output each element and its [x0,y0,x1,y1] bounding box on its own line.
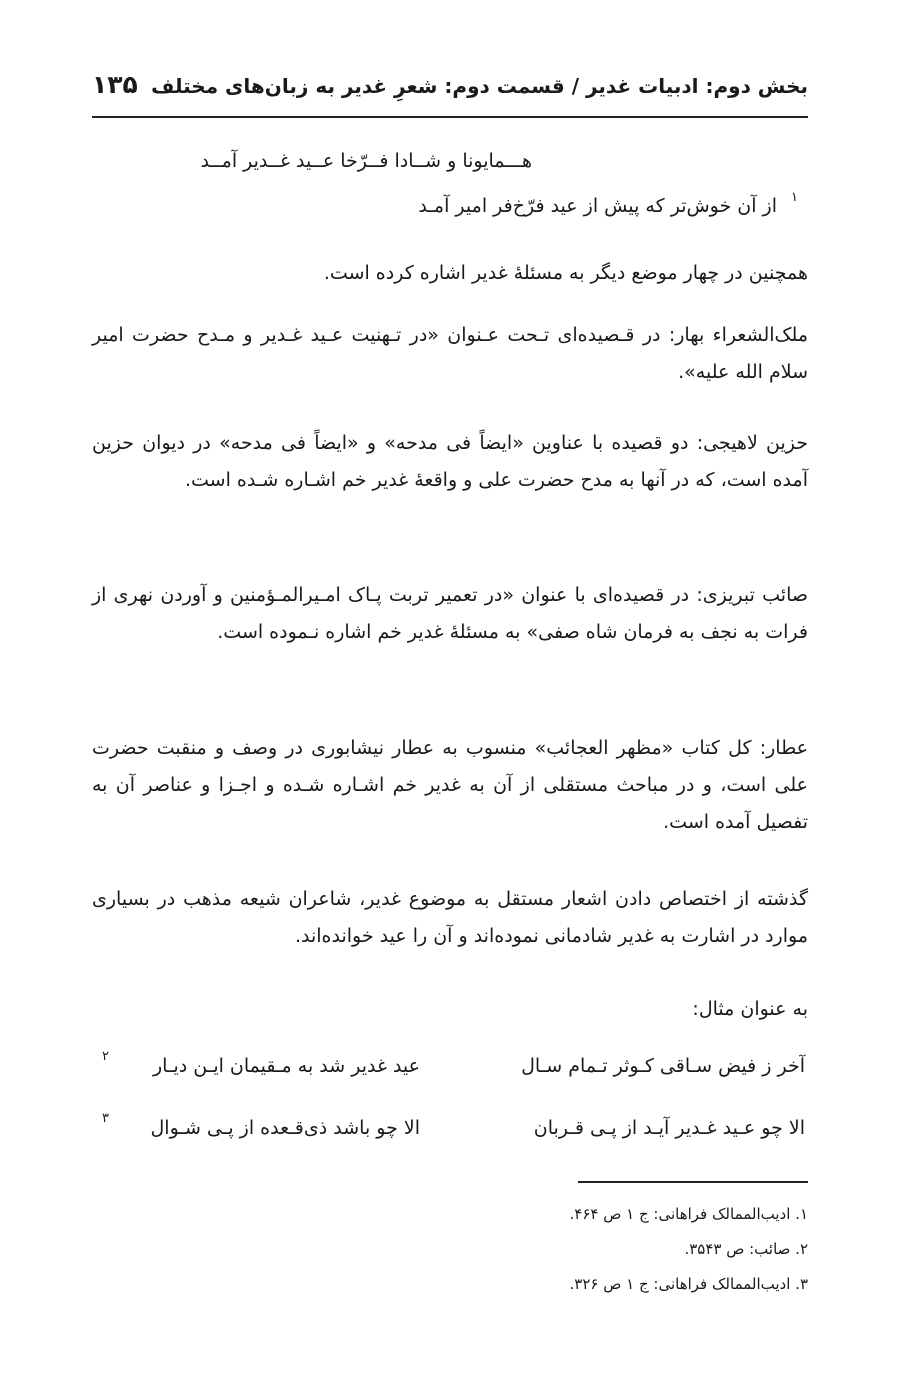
couplet-1-first-hemistich: آخر ز فیض سـاقی کـوثر تـمام سـال [521,1055,805,1077]
paragraph-5: عطار: کل کتاب «مظهر العجائب» منسوب به عطار نیشابوری در وصف و منقبت حضرت علی است، و در مباحث مستقلی از آن به غدیر خم اشـاره شـده و اجـزا و عناصر آن به تفصیل آمده است. [92,737,808,833]
header-rule [92,116,808,118]
verse-line-1: هـــمایونا و شــادا فــرّخا عــید غــدیر آمــد [200,150,532,172]
paragraph-1: همچنین در چهار موضع دیگر به مسئلهٔ غدیر اشاره کرده است. [323,262,808,284]
paragraph-4: صائب تبریزی: در قصیده‌ای با عنوان «در تعمیر تربت پـاک امـیرالمـؤمنین و آوردن نهری از فرات به نجف به فرمان شاه صفی» به مسئلهٔ غدیر خم اشاره نـموده است. [92,584,808,643]
paragraph-2: ملک‌الشعراء بهار: در قـصیده‌ای تـحت عـنوان «در تـهنیت عـید غـدیر و مـدح حضرت امیر سلام الله علیه». [92,324,808,383]
paragraph-6: گذشته از اختصاص دادن اشعار مستقل به موضوع غدیر، شاعران شیعه مذهب در بسیاری موارد در اشارت به غدیر شادمانی نموده‌اند و آن را عید خوانده‌اند. [92,888,808,947]
page-header [92,70,808,110]
footnote-mark-2: ۲ [102,1049,109,1064]
couplet-2-second-hemistich: الا چو باشد ذی‌قـعده از پـی شـوال [150,1117,420,1139]
footnote-3: ۳. ادیب‌الممالک فراهانی: ج ۱ ص ۳۲۶. [569,1275,808,1293]
footnote-mark-3: ۳ [102,1111,109,1126]
paragraph-3: حزین لاهیجی: دو قصیده با عناوین «ایضاً فی مدحه» و «ایضاً فی مدحه» در دیوان حزین آمده است، که در آنها به مدح حضرت علی و واقعهٔ غدیر خم اشـاره شـده است. [92,432,808,491]
footnote-2: ۲. صائب: ص ۳۵۴۳. [684,1240,808,1258]
couplet-1-second-hemistich: عید غدیر شد به مـقیمان ایـن دیـار [152,1055,420,1077]
verse-line-2: از آن خوش‌تر که پیش از عید فرّخ‌فر امیر آمـد [418,195,777,217]
page-number: ۱۳۵ [92,70,138,99]
couplet-2-first-hemistich: الا چو عـید غـدیر آیـد از پـی قـربان [533,1117,805,1139]
footnote-mark-1: ۱ [791,190,798,205]
footnote-1: ۱. ادیب‌الممالک فراهانی: ج ۱ ص ۴۶۴. [569,1205,808,1223]
running-title: بخش دوم: ادبیات غدیر / قسمت دوم: شعرِ غدیر به زبان‌های مختلف [151,74,808,98]
footnote-rule [578,1181,808,1183]
paragraph-7: به عنوان مثال: [692,998,808,1020]
